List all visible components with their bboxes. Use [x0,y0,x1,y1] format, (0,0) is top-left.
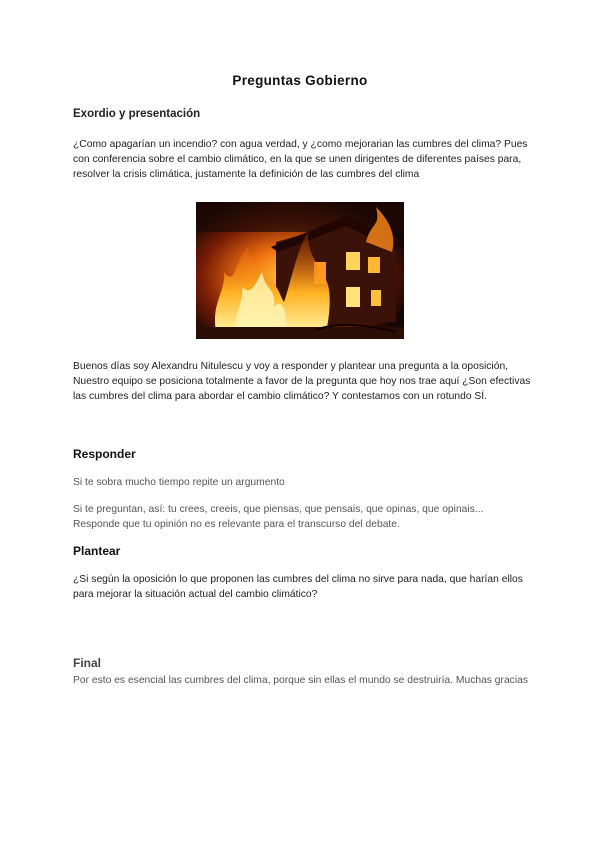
intro-heading: Exordio y presentación [73,108,201,120]
document-title: Preguntas Gobierno [232,73,368,88]
final-text: Por esto es esencial las cumbres del clima, porque sin ellas el mundo se destruiría. Muchas gracias [73,675,528,686]
responder-tip-1: Si te sobra mucho tiempo repite un argumento [73,477,285,488]
responder-tip-2: Si te preguntan, así: tu crees, creeis, que piensas, que pensais, que opinas, que opinais... Responde que tu opinión no es relevante para el transcurso del debate. [73,504,484,530]
intro-paragraph-2: Buenos días soy Alexandru Nitulescu y voy a responder y plantear una pregunta a la oposición, Nuestro equipo se posiciona totalmente a favor de la pregunta que hoy nos trae aquí ¿Son efectivas las cumbres del clima para abordar el cambio climático? Y contestamos con un rotundo SÍ. [73,361,531,402]
burning-house-image [196,202,404,339]
intro-paragraph: ¿Como apagarían un incendio? con agua verdad, y ¿como mejorarian las cumbres del clima? Pues con conferencia sobre el cambio climático, en la que se unen dirigentes de diferentes países para, resolver la crisis climática, justamente la definición de las cumbres del clima [73,139,528,180]
plantear-heading: Plantear [73,544,121,558]
final-heading: Final [73,656,102,670]
plantear-question: ¿Si según la oposición lo que proponen las cumbres del clima no sirve para nada, que harían ellos para mejorar la situación actual del cambio climático? [73,574,523,600]
responder-heading: Responder [73,447,136,461]
